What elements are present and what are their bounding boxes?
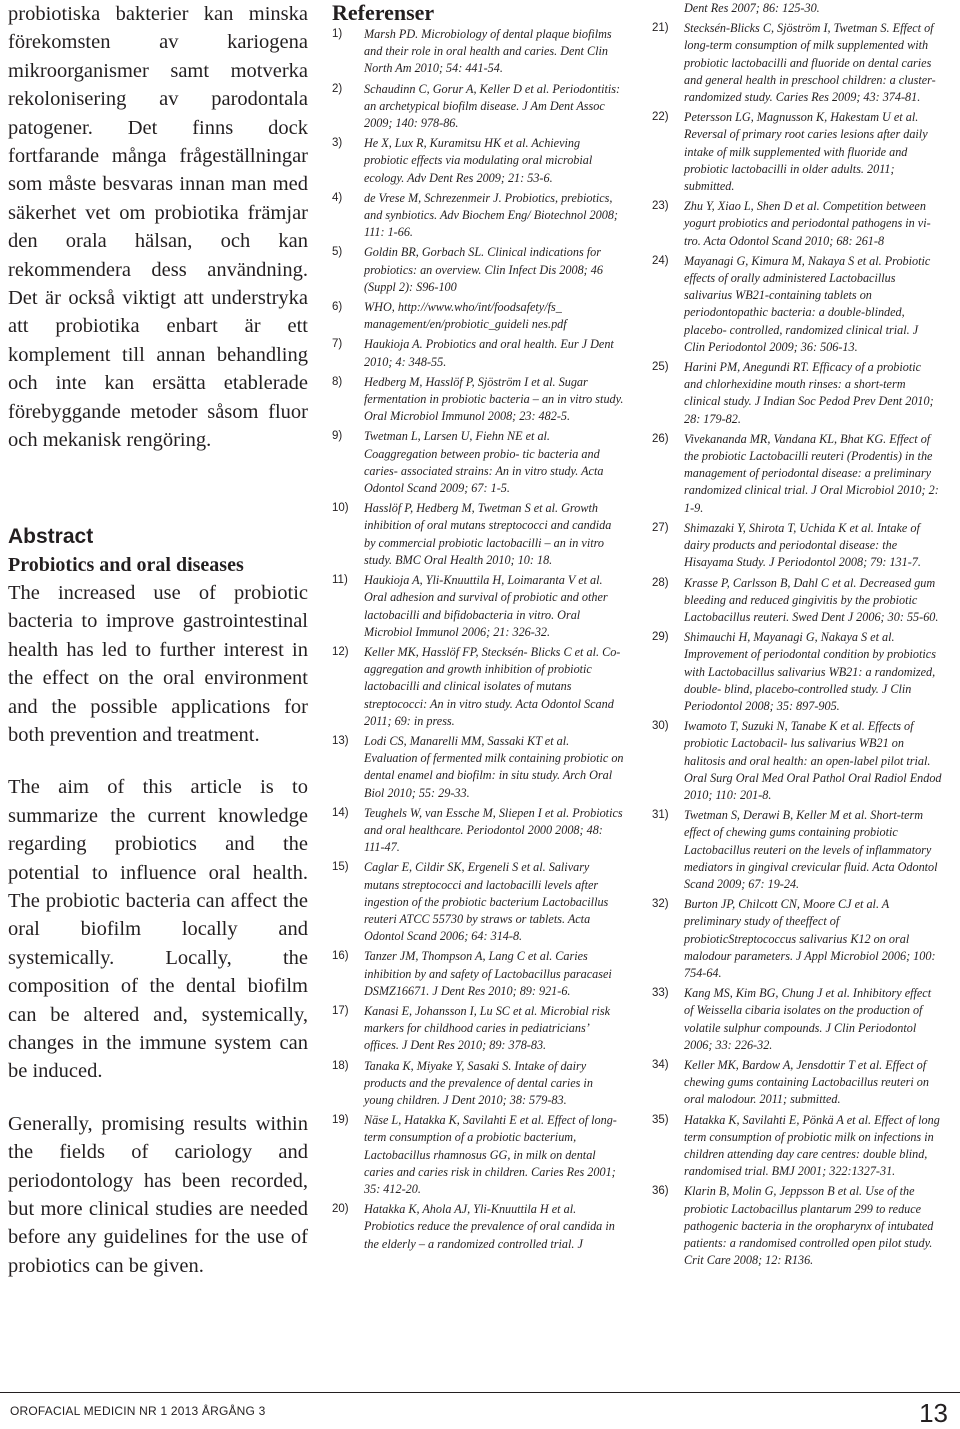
reference-number: 33) [652, 987, 669, 1000]
reference-text: Haukioja A. Probiotics and oral health. Eur J Dent 2010; 4: 348-55. [364, 337, 614, 369]
reference-item [332, 1112, 624, 1198]
reference-number: 28) [652, 576, 669, 589]
reference-item [652, 359, 942, 428]
reference-number: 6) [332, 301, 343, 314]
reference-item [332, 859, 624, 945]
reference-text: Teughels W, van Essche M, Sliepen I et al. Probiotics and oral healthcare. Periodontol 2000 2008; 48: 111-47. [364, 805, 623, 855]
reference-text: Lodi CS, Manarelli MM, Sassaki KT et al. Evaluation of fermented milk containing probiotic on dental enamel and biofilm: in situ study. Arch Oral Biol 2010; 55: 29-33. [364, 733, 624, 800]
reference-number: 17) [332, 1004, 349, 1017]
reference-item [332, 500, 624, 569]
abstract-paragraph: The increased use of probiotic bacteria to improve gastrointestinal health has led to further interest in the effect on the oral environment and the possible applications for both prevention and treatment. [8, 581, 308, 746]
reference-number: 7) [332, 338, 343, 351]
reference-number: 9) [332, 430, 343, 443]
reference-item [652, 1057, 942, 1109]
reference-number: 12) [332, 645, 349, 658]
reference-number: 1) [332, 28, 343, 40]
references-column-left [332, 0, 624, 1256]
reference-number: 32) [652, 898, 669, 911]
reference-item [652, 198, 942, 250]
reference-number: 29) [652, 631, 669, 644]
reference-item [652, 520, 942, 572]
reference-item [332, 948, 624, 1000]
reference-number: 24) [652, 254, 669, 267]
reference-item [332, 26, 624, 78]
reference-text: de Vrese M, Schrezenmeir J. Probiotics, prebiotics, and synbiotics. Adv Biochem Eng/ Biotechnol 2008; 111: 1-66. [364, 190, 618, 240]
reference-item [332, 374, 624, 426]
reference-text: Tanzer JM, Thompson A, Lang C et al. Caries inhibition by and safety of Lactobacillus paracasei DSMZ16671. J Dent Res 2010; 89: 921-6. [364, 949, 612, 998]
reference-item [652, 109, 942, 195]
references-column-right [652, 0, 942, 1272]
reference-number: 35) [652, 1113, 669, 1126]
reference-number: 11) [332, 574, 348, 587]
reference-number: 34) [652, 1058, 669, 1071]
journal-footer: OROFACIAL MEDICIN NR 1 2013 ÅRGÅNG 3 [10, 1404, 266, 1418]
abstract-title: Probiotics and oral diseases [8, 553, 244, 576]
reference-text: Zhu Y, Xiao L, Shen D et al. Competition between yogurt probiotics and periodontal pathogens in vi- tro. Acta Odontol Scand 2010; 68: 261-8 [684, 199, 931, 248]
reference-text: Iwamoto T, Suzuki N, Tanabe K et al. Effects of probiotic Lactobacil- lus salivarius WB21 on halitosis and oral health: an open-label pilot trial. Oral Surg Oral Med Oral Pathol Oral Radiol Endod 2010; 110: 201-8. [684, 719, 942, 802]
reference-number: 5) [332, 246, 343, 259]
reference-number: 16) [332, 950, 349, 963]
reference-text: Marsh PD. Microbiology of dental plaque biofilms and their role in oral health and caries. Dent Clin North Am 2010; 54: 441-54. [364, 27, 612, 76]
reference-item [332, 190, 624, 242]
intro-paragraph: probiotiska bakterier kan minska förekomsten av kariogena mikroorganismer samt motverka rekolonisering av parodontala patogener. Det finns dock fortfarande många frågeställningar som måste besvaras innan man med säkerhet vet om probiotika främjar den orala hälsan, och kan rekommendera dess användning. Det är också viktigt att understryka att probiotika enbart är ett komplement till annan behandling och inte kan ersätta etablerade förebyggande metoder såsom fluor och mekanisk rengöring. [8, 3, 308, 452]
reference-number: 8) [332, 375, 343, 388]
reference-text: Vivekananda MR, Vandana KL, Bhat KG. Effect of the probiotic Lactobacilli reuteri (Prodentis) in the management of periodontal disease: a preliminary randomized clinical trial. J Oral Microbiol 2010; 2: 1-9. [684, 431, 939, 515]
reference-text: Kang MS, Kim BG, Chung J et al. Inhibitory effect of Weissella cibaria isolates on the production of volatile sulphur compounds. J Clin Periodontol 2006; 33: 226-32. [684, 986, 932, 1052]
reference-number: 20) [332, 1203, 349, 1216]
reference-continuation: Dent Res 2007; 86: 125-30. [684, 1, 820, 15]
reference-number: 4) [332, 191, 343, 204]
reference-number: 21) [652, 22, 669, 35]
reference-text: Keller MK, Bardow A, Jensdottir T et al. Effect of chewing gums containing Lactobacillus reuteri on oral malodour. 2011; submitted. [684, 1057, 929, 1107]
reference-item [332, 733, 624, 802]
reference-text: Keller MK, Hasslöf FP, Stecksén- Blicks C et al. Co-aggregation and growth inhibition of probiotic lactobacilli and clinical isolates of mutans streptococci: An in vitro study. Acta Odontol Scand 2011; 69: in press. [364, 644, 621, 728]
reference-number: 14) [332, 806, 349, 819]
reference-item [652, 253, 942, 356]
reference-number: 2) [332, 82, 343, 95]
reference-item [332, 81, 624, 133]
reference-text: Hedberg M, Hasslöf P, Sjöström I et al. Sugar fermentation in probiotic bacteria – an in vitro study. Oral Microbiol Immunol 2008; 23: 482-5. [364, 374, 624, 424]
reference-text: Näse L, Hatakka K, Savilahti E et al. Effect of long-term consumption of a probiotic bacterium, Lactobacillus rhamnosus GG, in milk on dental caries and caries risk in children. Caries Res 2001; 35: 412-20. [364, 1113, 617, 1196]
reference-item [332, 135, 624, 187]
reference-number: 36) [652, 1185, 669, 1198]
reference-item [652, 718, 942, 804]
reference-text: Tanaka K, Miyake Y, Sasaki S. Intake of dairy products and the prevalence of dental caries in young children. J Dent 2010; 38: 579-83. [364, 1058, 593, 1107]
abstract-heading: Abstract [8, 524, 94, 548]
reference-number: 13) [332, 734, 349, 747]
reference-item [332, 644, 624, 730]
reference-text: Burton JP, Chilcott CN, Moore CJ et al. A preliminary study of theeffect of probioticStreptococcus salivarius K12 on oral malodour parameters. J Appl Microbiol 2006; 100: 754-64. [684, 897, 936, 980]
reference-item [332, 428, 624, 497]
reference-number: 19) [332, 1114, 349, 1127]
reference-number: 31) [652, 809, 669, 822]
reference-item [652, 1183, 942, 1269]
reference-item [652, 629, 942, 715]
reference-item [332, 1201, 624, 1253]
reference-item [332, 1003, 624, 1055]
body-column [8, 0, 308, 1280]
reference-text: Petersson LG, Magnusson K, Hakestam U et al. Reversal of primary root caries lesions after daily intake of milk supplemented with fluoride and probiotic lactobacilli in older adults. 2011; submitted. [684, 110, 928, 194]
reference-number: 30) [652, 720, 669, 733]
reference-text: Harini PM, Anegundi RT. Efficacy of a probiotic and chlorhexidine mouth rinses: a short-term clinical study. J Indian Soc Pedod Prev Dent 2010; 28: 179-82. [684, 360, 934, 426]
reference-item [332, 299, 624, 333]
reference-item [652, 20, 942, 106]
reference-text: Kanasi E, Johansson I, Lu SC et al. Microbial risk markers for childhood caries in pediatricians’ offices. J Dent Res 2010; 89: 378-83. [364, 1003, 611, 1053]
reference-text: Twetman L, Larsen U, Fiehn NE et al. Coaggregation between probio- tic bacteria and caries- associated strains: An in vitro study. Acta Odontol Scand 2009; 67: 1-5. [364, 429, 604, 496]
reference-number: 10) [332, 502, 349, 515]
reference-number: 26) [652, 432, 669, 445]
references-heading: Referenser [332, 0, 435, 25]
reference-text: Klarin B, Molin G, Jeppsson B et al. Use of the probiotic Lactobacillus plantarum 299 to reduce pathogenic bacteria in the oropharynx of intubated patients: a randomised controlled open pilot study. Crit Care 2008; 12: R136. [684, 1184, 934, 1268]
reference-number: 15) [332, 861, 349, 874]
reference-item [332, 336, 624, 370]
reference-item [332, 805, 624, 857]
reference-text: Twetman S, Derawi B, Keller M et al. Short-term effect of chewing gums containing probiotic Lactobacillus reuteri on the levels of inflammatory mediators in gingival crevicular fluid. Acta Odontol Scand 2009; 67: 19-24. [684, 808, 938, 891]
reference-text: Mayanagi G, Kimura M, Nakaya S et al. Probiotic effects of orally administered Lactobacillus salivarius WB21-containing tablets on periodontopathic bacteria: a double-blinded, placebo- controlled, randomized clinical trial. J Clin Periodontol 2009; 36: 506-13. [684, 253, 931, 354]
reference-text: He X, Lux R, Kuramitsu HK et al. Achieving probiotic effects via modulating oral microbial ecology. Adv Dent Res 2009; 21: 53-6. [364, 136, 593, 185]
reference-number: 25) [652, 361, 669, 374]
reference-item [652, 807, 942, 893]
abstract-paragraph: Generally, promising results within the fields of cariology and periodontology has been recorded, but more clinical studies are needed before any guidelines for the use of probiotics can be given. [8, 1112, 308, 1277]
page-number: 13 [919, 1398, 948, 1428]
reference-text: Shimauchi H, Mayanagi G, Nakaya S et al. Improvement of periodontal condition by probiotics with Lactobacillus salivarius WB21: a randomized, double- blind, placebo-controlled study. J Clin Periodontol 2008; 35: 897-905. [684, 630, 936, 713]
reference-number: 27) [652, 521, 669, 534]
reference-item [332, 244, 624, 296]
reference-text: Haukioja A, Yli-Knuuttila H, Loimaranta V et al. Oral adhesion and survival of probiotic and other lactobacilli and bifidobacteria in vitro. Oral Microbiol Immunol 2006; 21: 326-32. [364, 573, 608, 639]
reference-text: Stecksén-Blicks C, Sjöström I, Twetman S. Effect of long-term consumption of milk supplemented with probiotic lactobacilli and fluoride on dental caries and general health in preschool children: a cluster- randomized study. Caries Res 2009; 43: 374-81. [684, 21, 936, 105]
reference-item [652, 431, 942, 517]
reference-item [332, 572, 624, 641]
reference-number: 3) [332, 137, 343, 150]
reference-number: 23) [652, 200, 669, 213]
reference-item [652, 575, 942, 627]
abstract-paragraph: The aim of this article is to summarize the current knowledge regarding probiotics and the potential to influence oral health. The probiotic bacteria can affect the oral biofilm locally and systemically. Locally, the composition of the dental biofilm can be altered and, systemically, changes in the immune system can be induced. [8, 776, 308, 1083]
reference-item [332, 1058, 624, 1110]
reference-text: Shimazaki Y, Shirota T, Uchida K et al. Intake of dairy products and periodontal disease: the Hisayama Study. J Periodontol 2008; 79: 131-7. [684, 520, 921, 570]
reference-number: 18) [332, 1059, 349, 1072]
reference-item [652, 896, 942, 982]
reference-text: Krasse P, Carlsson B, Dahl C et al. Decreased gum bleeding and reduced gingivitis by the probiotic Lactobacillus reuteri. Swed Dent J 2006; 30: 55-60. [684, 575, 939, 624]
footer-rule [0, 1392, 960, 1393]
reference-text: Schaudinn C, Gorur A, Keller D et al. Periodontitis: an archetypical biofilm disease. J Am Dent Assoc 2009; 140: 978-86. [364, 81, 621, 131]
reference-text: WHO, http://www.who/int/foodsafety/fs_ management/en/probiotic_guideli nes.pdf [364, 300, 567, 332]
reference-text: Hatakka K, Savilahti E, Pönkä A et al. Effect of long term consumption of probiotic milk on infections in children attending day care centres: double blind, randomised trial. BMJ 2001; 322:1327-31. [684, 1112, 940, 1179]
reference-item [652, 985, 942, 1054]
reference-text: Caglar E, Cildir SK, Ergeneli S et al. Salivary mutans streptococci and lactobacilli levels after ingestion of the probiotic bacterium Lactobacillus reuteri ATCC 55730 by straws or tablets. Acta Odontol Scand 2006; 64: 314-8. [364, 860, 609, 944]
reference-text: Hasslöf P, Hedberg M, Twetman S et al. Growth inhibition of oral mutans streptococci and candida by commercial probiotic lactobacilli – an in vitro study. BMC Oral Health 2010; 10: 18. [364, 501, 612, 567]
reference-text: Goldin BR, Gorbach SL. Clinical indications for probiotics: an overview. Clin Infect Dis 2008; 46 (Suppl 2): S96-100 [364, 245, 603, 294]
reference-number: 22) [652, 111, 669, 124]
reference-item [652, 1112, 942, 1181]
reference-text: Hatakka K, Ahola AJ, Yli-Knuuttila H et al. Probiotics reduce the prevalence of oral candida in the elderly – a randomized controlled trial. J [364, 1202, 615, 1251]
